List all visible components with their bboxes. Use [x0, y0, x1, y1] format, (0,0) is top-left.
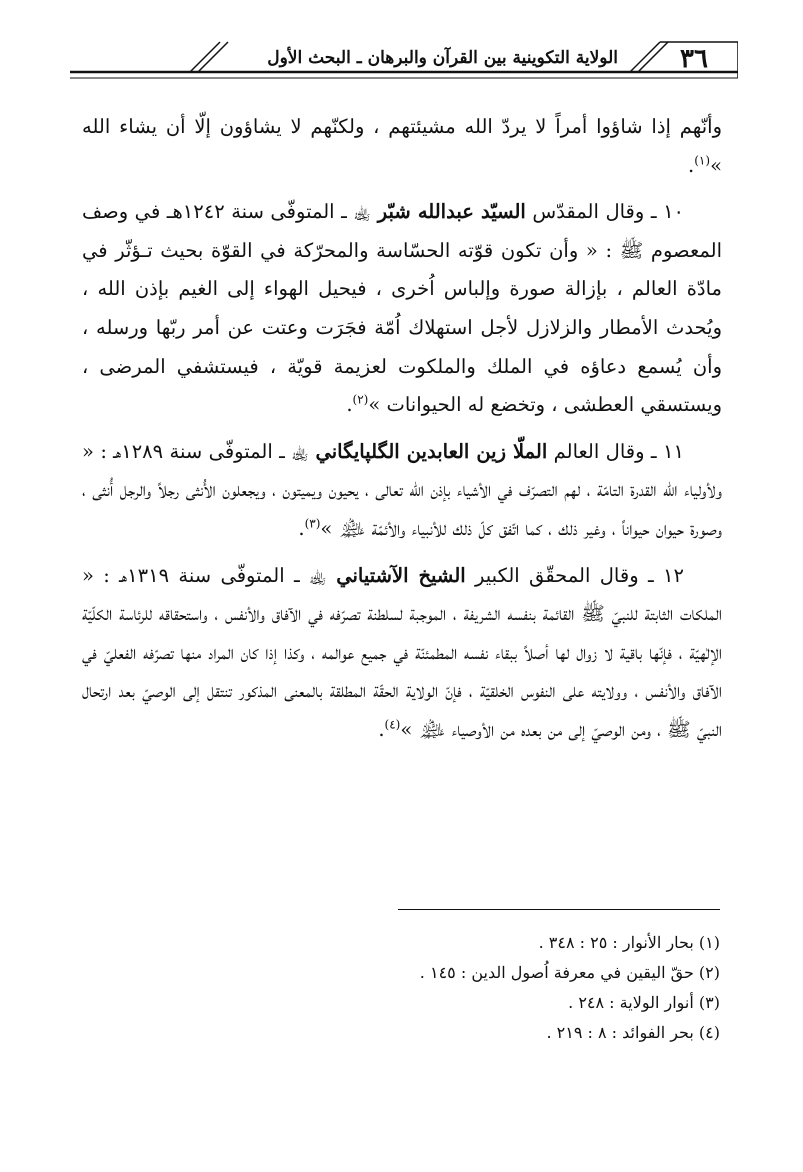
- paragraph-text: ﵀ ـ المتوفّى سنة ١٣١٩هـ : « الملكات الثابتة للنبيّ ﷺ القائمة بنفسه الشريفة ، الموجبة لسلطنة تصرّفه في الآفاق والأنفس ، واستحقاقه للرئاسة الكلّيّة الإلٰهيّة ، فإنّها باقية لا زوال لها أصلاً ببقاء نفسه المطمئنّة في جميع عوالمه ، وكذا إذا كان المراد منها تصرّفه الفعليّ في الآفاق والأنفس ، وولايته على النفوس الخلقيّة ، فإنّ الولاية الحقّة المطلقة بالمعنى المذكور تنتقل إلى الوصيّ بعد ارتحال النبيّ ﷺ ، ومن الوصيّ إلى من بعده من الأوصياء ﵈ »: [82, 563, 722, 741]
- footnote-1: (١) بحار الأنوار : ٢٥ : ٣٤٨ .: [538, 933, 720, 952]
- scholar-name: السيّد عبدالله شبّر: [377, 200, 526, 224]
- paragraph-continuation: [82, 108, 722, 185]
- scholar-name: الملّا زين العابدين الگلپايگاني: [315, 439, 548, 463]
- footnote-4: (٤) بحر الفوائد : ٨ : ٢١٩ .: [546, 1023, 720, 1042]
- paragraph-12: [82, 557, 722, 750]
- page-header: [70, 38, 738, 86]
- footnotes: [300, 928, 720, 1048]
- footnote-ref: (٣): [304, 516, 321, 531]
- paragraph-tail: .: [346, 393, 353, 417]
- paragraph-text: وأنّهم إذا شاؤوا أمراً لا يردّ الله مشيئتهم ، ولكنّهم لا يشاؤون إلّا أن يشاء الله »: [82, 115, 722, 177]
- paragraph-10: [82, 193, 722, 425]
- paragraph-tail: .: [298, 516, 305, 540]
- paragraph-11: [82, 433, 722, 549]
- main-text: [82, 108, 722, 758]
- paragraph-text: ﵀ ـ المتوفّى سنة ١٢٨٩هـ : « ولأولياء الله القدرة التامّة ، لهم التصرّف في الأشياء بإذن الله تعالى ، يحيون ويميتون ، ويجعلون الأُنثى رجلاً والرجل أُنثى ، وصورة حيوان حيواناً ، وغير ذلك ، كما اتّفق كلّ ذلك للأنبياء والأئمّة ﵈ »: [82, 439, 722, 540]
- footnote-separator: [398, 909, 720, 910]
- footnote-ref: (١): [694, 153, 711, 168]
- paragraph-tail: .: [378, 717, 385, 741]
- page-number: ٣٦: [680, 44, 708, 74]
- footnote-ref: (٢): [352, 392, 369, 407]
- footnote-3: (٣) أنوار الولاية : ٢٤٨ .: [568, 993, 720, 1012]
- footnote-2: (٢) حقّ اليقين في معرفة اُصول الدين : ١٤٥ .: [419, 963, 720, 982]
- footnote-ref: (٤): [384, 717, 401, 732]
- paragraph-tail: .: [688, 153, 695, 177]
- paragraph-lead: ١١ ـ وقال العالم: [547, 439, 684, 463]
- scholar-name: الشيخ الآشتياني: [336, 563, 466, 587]
- paragraph-lead: ١٢ ـ وقال المحقّق الكبير: [465, 563, 684, 587]
- running-head: الولاية التكوينية بين القرآن والبرهان ـ البحث الأول: [267, 48, 618, 68]
- paragraph-text: ﵀ ـ المتوفّى سنة ١٢٤٢هـ في وصف المعصوم ﷺ : « وأن تكون قوّته الحسّاسة والمحرّكة في القوّة بحيث تـؤثّر في مادّة العالم ، بإزالة صورة وإلباس اُخرى ، فيحيل الهواء إلى الغيم بإذن الله ، ويُحدث الأمطار والزلازل لأجل استهلاك اُمّة فجَرَت وعتت عن أمر ربّها ورسله ، وأن يُسمع دعاؤه في الملك والملكوت لعزيمة قويّة ، فيستشفي المرضى ، ويستسقي العطشى ، وتخضع له الحيوانات »: [82, 200, 722, 417]
- paragraph-lead: ١٠ ـ وقال المقدّس: [525, 200, 685, 224]
